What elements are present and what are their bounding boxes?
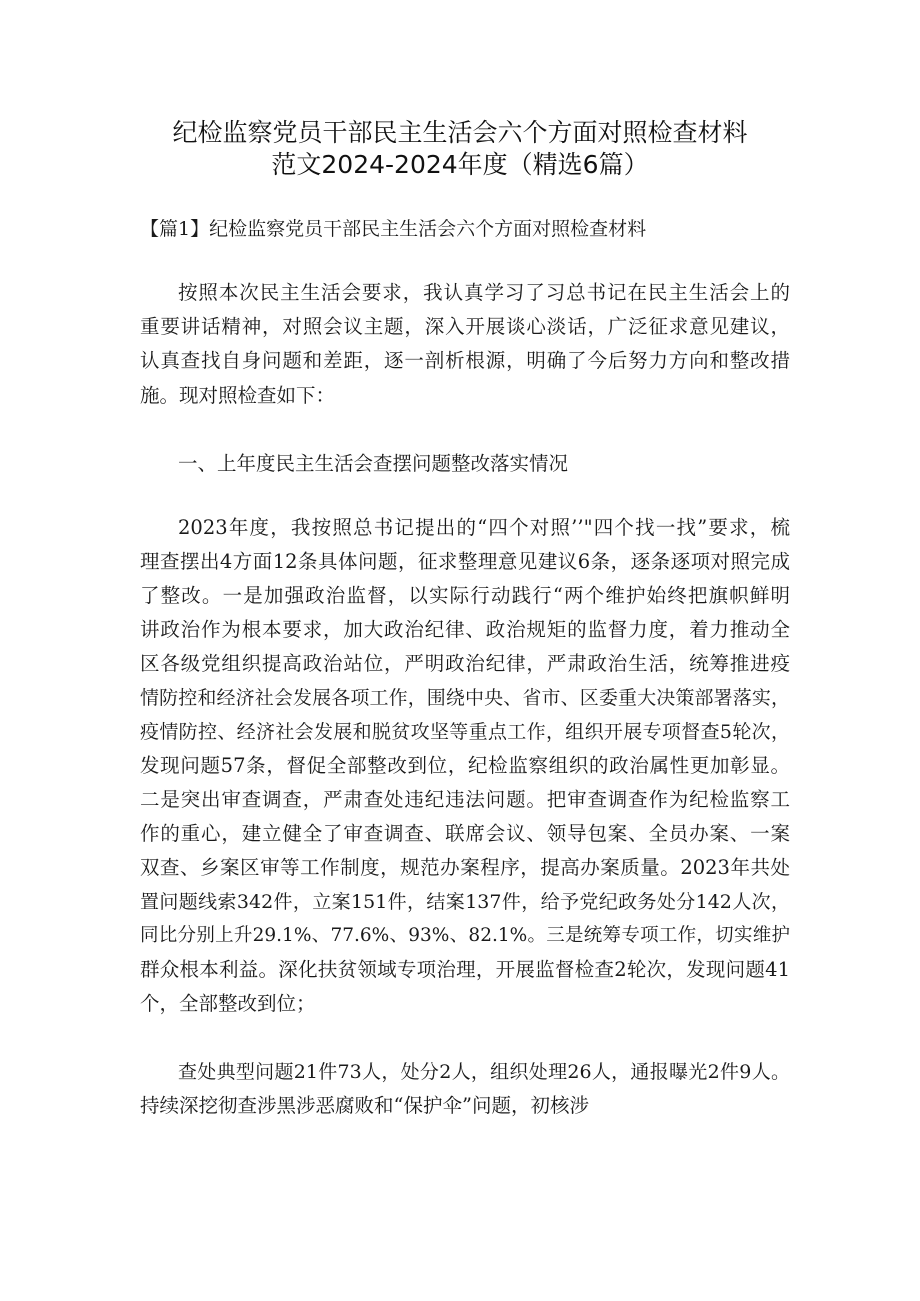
paragraph-2-line: 理查摆出4方面12条具体问题，征求整理意见建议6条，逐条逐项对照完成 [140,550,790,573]
paragraph-2-line: 双查、乡案区审等工作制度，规范办案程序，提高办案质量。2023年共处 [140,856,790,879]
paragraph-2-line: 二是突出审查调查，严肃查处违纪违法问题。把审查调查作为纪检监察工 [140,788,790,811]
paragraph-2-line: 作的重心，建立健全了审查调查、联席会议、领导包案、全员办案、一案 [140,822,790,845]
paragraph-1-line: 认真查找自身问题和差距，逐一剖析根源，明确了今后努力方向和整改措 [140,349,790,372]
paragraph-1-line: 施。现对照检查如下： [140,384,336,407]
paragraph-2-line: 个，全部整改到位； [140,992,316,1015]
heading-1: 一、上年度民主生活会查摆问题整改落实情况 [178,452,569,475]
paragraph-2-line: 区各级党组织提高政治站位，严明政治纪律，严肃政治生活，统筹推进疫 [140,652,790,675]
paragraph-2-line: 置问题线索342件，立案151件，结案137件，给予党纪政务处分142人次， [140,891,790,913]
paragraph-2-line: 情防控和经济社会发展各项工作，围绕中央、省市、区委重大决策部署落实， [140,687,790,709]
document-title-line-2: 范文2024-2024年度（精选6篇） [271,150,649,179]
paragraph-2-line: 疫情防控、经济社会发展和脱贫攻坚等重点工作，组织开展专项督查5轮次， [140,721,790,743]
paragraph-2-line: 发现问题57条，督促全部整改到位，纪检监察组织的政治属性更加彰显。 [140,754,790,777]
paragraph-3-line: 持续深挖彻查涉黑涉恶腐败和“保护伞”问题，初核涉 [140,1094,589,1117]
paragraph-1-line: 按照本次民主生活会要求，我认真学习了习总书记在民主生活会上的 [178,281,790,304]
paragraph-2-line: 群众根本利益。深化扶贫领域专项治理，开展监督检查2轮次，发现问题41 [140,958,790,981]
section-heading: 【篇1】纪检监察党员干部民主生活会六个方面对照检查材料 [140,218,647,240]
paragraph-2-line: 2023年度，我按照总书记提出的“四个对照’’"四个找一找”要求，梳 [178,516,790,539]
paragraph-2-line: 了整改。一是加强政治监督，以实际行动践行“两个维护始终把旗帜鲜明 [140,584,790,607]
document-title-line-1: 纪检监察党员干部民主生活会六个方面对照检查材料 [172,118,748,147]
paragraph-1-line: 重要讲话精神，对照会议主题，深入开展谈心淡话，广泛征求意见建议， [140,315,790,338]
paragraph-2-line: 同比分别上升29.1%、77.6%、93%、82.1%。三是统筹专项工作，切实维护 [140,925,790,946]
paragraph-2-line: 讲政治作为根本要求，加大政治纪律、政治规矩的监督力度，着力推动全 [140,618,790,641]
paragraph-3-line: 查处典型问题21件73人，处分2人，组织处理26人，通报曝光2件9人。 [178,1061,790,1083]
